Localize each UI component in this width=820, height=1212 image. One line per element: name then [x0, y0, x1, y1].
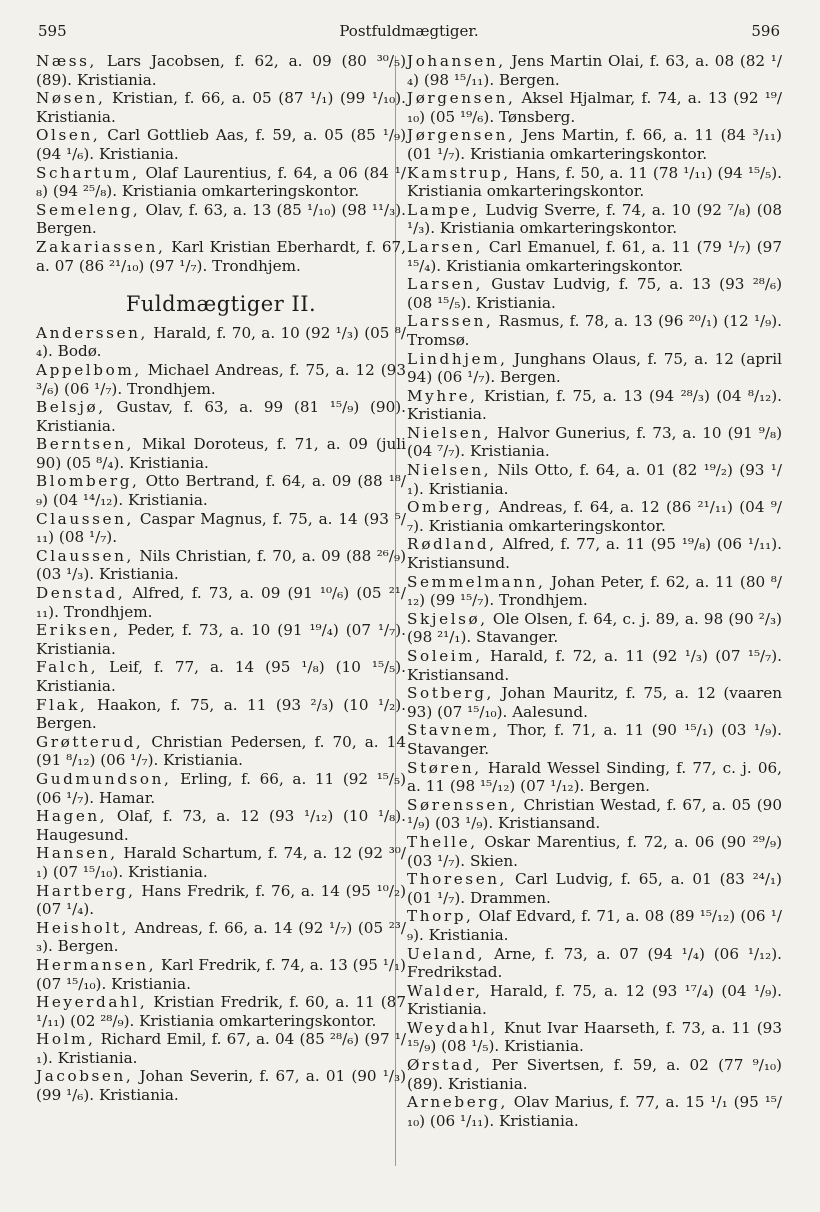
- entry-details: Thor, f. 71, a. 11 (90 ¹⁵/₁) (03 ¹/₉). Stavanger.: [407, 721, 782, 758]
- list-item: [36, 435, 406, 472]
- entry-surname: Ueland,: [407, 944, 486, 963]
- entry-surname: Olsen,: [36, 126, 101, 145]
- list-item: [407, 833, 782, 870]
- list-item: [36, 361, 406, 398]
- list-item: [36, 807, 406, 844]
- entry-details: Andreas, f. 64, a. 12 (86 ²¹/₁₁) (04 ⁹/₇). Kristiania omkarteringskontor.: [407, 498, 782, 535]
- entry-details: Jens Martin Olai, f. 63, a. 08 (82 ¹/₄) (98 ¹⁵/₁₁). Bergen.: [407, 52, 782, 89]
- entry-details: Johan Severin, f. 67, a. 01 (90 ¹/₃) (99 ¹/₆). Kristiania.: [36, 1067, 406, 1105]
- list-item: [36, 510, 406, 547]
- entry-surname: Kamstrup,: [407, 163, 511, 182]
- entry-surname: Zakariassen,: [36, 237, 166, 256]
- entry-surname: Larssen,: [407, 312, 494, 331]
- entry-details: Carl Emanuel, f. 61, a. 11 (79 ¹/₇) (97 ¹⁵/₄). Kristiania omkarteringskontor.: [407, 237, 782, 275]
- list-item: [36, 1067, 406, 1104]
- entry-details: Olav, f. 63, a. 13 (85 ¹/₁₀) (98 ¹¹/₃). Bergen.: [36, 200, 406, 238]
- entry-surname: Sørenssen,: [407, 795, 518, 814]
- entry-details: Carl Ludvig, f. 65, a. 01 (83 ²⁴/₁) (01 ¹/₇). Drammen.: [407, 870, 782, 907]
- entry-surname: Flak,: [36, 695, 88, 714]
- left-entries-top: [36, 52, 406, 275]
- list-item: [407, 350, 782, 387]
- list-item: [407, 201, 782, 238]
- list-item: [407, 1056, 782, 1093]
- page-header: [38, 22, 780, 46]
- entry-details: Lars Jacobsen, f. 62, a. 09 (80 ³⁰/₅) (89). Kristiania.: [36, 52, 406, 89]
- entry-surname: Claussen,: [36, 546, 134, 565]
- entry-surname: Rødland,: [407, 535, 497, 554]
- list-item: [407, 238, 782, 275]
- page-title: Postfuldmægtiger.: [339, 22, 479, 40]
- right-column: [407, 52, 782, 1130]
- entry-surname: Nielsen,: [407, 423, 492, 442]
- right-entries: [407, 52, 782, 1130]
- list-item: [407, 424, 782, 461]
- entry-details: Andreas, f. 66, a. 14 (92 ¹/₇) (05 ²³/₃). Bergen.: [36, 918, 406, 956]
- list-item: [407, 870, 782, 907]
- entry-surname: Hagen,: [36, 807, 108, 826]
- entry-surname: Hermansen,: [36, 955, 157, 974]
- entry-surname: Semmelmann,: [407, 572, 546, 591]
- entry-details: Rasmus, f. 78, a. 13 (96 ²⁰/₁) (12 ¹/₉). Tromsø.: [407, 312, 782, 349]
- entry-details: Halvor Gunerius, f. 73, a. 10 (91 ⁹/₈) (04 ⁷/₇). Kristiania.: [407, 423, 782, 461]
- list-item: [36, 882, 406, 919]
- list-item: [36, 770, 406, 807]
- list-item: [407, 982, 782, 1019]
- entry-details: Harald Schartum, f. 74, a. 12 (92 ³⁰/₁) (07 ¹⁵/₁₀). Kristiania.: [36, 844, 406, 881]
- list-item: [36, 696, 406, 733]
- list-item: [407, 796, 782, 833]
- entry-details: Alfred, f. 77, a. 11 (95 ¹⁹/₈) (06 ¹/₁₁). Kristiansund.: [407, 535, 782, 573]
- entry-details: Harald, f. 70, a. 10 (92 ¹/₃) (05 ⁸/₄). Bodø.: [36, 323, 406, 361]
- list-item: [407, 312, 782, 349]
- list-item: [36, 621, 406, 658]
- list-item: [36, 547, 406, 584]
- entry-details: Knut Ivar Haarseth, f. 73, a. 11 (93 ¹⁵/₉) (08 ¹/₅). Kristiania.: [407, 1018, 782, 1056]
- list-item: [36, 733, 406, 770]
- entry-details: Karl Fredrik, f. 74, a. 13 (95 ¹/₁) (07 ¹⁵/₁₀). Kristiania.: [36, 955, 406, 993]
- list-item: [407, 573, 782, 610]
- entry-surname: Myhre,: [407, 386, 478, 405]
- entry-details: Haakon, f. 75, a. 11 (93 ²/₃) (10 ¹/₂). Bergen.: [36, 695, 406, 733]
- entry-details: Otto Bertrand, f. 64, a. 09 (88 ¹⁸/₉) (04 ¹⁴/₁₂). Kristiania.: [36, 472, 406, 510]
- entry-details: Carl Gottlieb Aas, f. 59, a. 05 (85 ¹/₉) (94 ¹/₆). Kristiania.: [36, 126, 406, 163]
- entry-surname: Thoresen,: [407, 870, 508, 889]
- entry-details: Aksel Hjalmar, f. 74, a. 13 (92 ¹⁹/₁₀) (05 ¹⁹/₆). Tønsberg.: [407, 89, 782, 126]
- entry-surname: Sotberg,: [407, 684, 494, 703]
- entry-details: Johan Peter, f. 62, a. 11 (80 ⁸/₁₂) (99 ¹⁵/₇). Trondhjem.: [407, 572, 782, 610]
- entry-surname: Larsen,: [407, 275, 483, 294]
- list-item: [407, 684, 782, 721]
- list-item: [36, 324, 406, 361]
- list-item: [407, 907, 782, 944]
- entry-surname: Stavnem,: [407, 721, 500, 740]
- entry-surname: Appelbom,: [36, 360, 142, 379]
- entry-surname: Anderssen,: [36, 323, 148, 342]
- entry-surname: Denstad,: [36, 584, 126, 603]
- list-item: [407, 52, 782, 89]
- entry-surname: Jacobsen,: [36, 1067, 134, 1086]
- page-number-left: 595: [38, 22, 67, 40]
- entry-details: Olaf Edvard, f. 71, a. 08 (89 ¹⁵/₁₂) (06 ¹/₉). Kristiania.: [407, 907, 782, 944]
- entry-details: Hans, f. 50, a. 11 (78 ¹/₁₁) (94 ¹⁵/₅). Kristiania omkarteringskontor.: [407, 163, 782, 201]
- entry-surname: Thelle,: [407, 832, 478, 851]
- entry-surname: Claussen,: [36, 509, 134, 528]
- left-column: [36, 52, 406, 1105]
- entry-details: Junghans Olaus, f. 75, a. 12 (april 94) (06 ¹/₇). Bergen.: [407, 349, 782, 387]
- entry-surname: Jørgensen,: [407, 89, 516, 108]
- entry-details: Olaf, f. 73, a. 12 (93 ¹/₁₂) (10 ¹/₈). Haugesund.: [36, 807, 406, 844]
- entry-details: Michael Andreas, f. 75, a. 12 (93 ³/₆) (06 ¹/₇). Trondhjem.: [36, 360, 406, 398]
- entry-surname: Soleim,: [407, 647, 483, 665]
- entry-surname: Falch,: [36, 658, 99, 677]
- list-item: [407, 164, 782, 201]
- list-item: [407, 89, 782, 126]
- list-item: [407, 647, 782, 684]
- entry-surname: Walder,: [407, 981, 483, 1000]
- list-item: [407, 387, 782, 424]
- left-entries-bottom: [36, 324, 406, 1105]
- entry-details: Erling, f. 66, a. 11 (92 ¹⁵/₅) (06 ¹/₇). Hamar.: [36, 769, 406, 807]
- entry-surname: Eriksen,: [36, 621, 121, 640]
- entry-details: Kristian, f. 66, a. 05 (87 ¹/₁) (99 ¹/₁₀). Kristiania.: [36, 89, 406, 126]
- list-item: [36, 919, 406, 956]
- entry-details: Peder, f. 73, a. 10 (91 ¹⁹/₄) (07 ¹/₇). Kristiania.: [36, 621, 406, 658]
- entry-details: Per Sivertsen, f. 59, a. 02 (77 ⁹/₁₀) (89). Kristiania.: [407, 1056, 782, 1093]
- entry-surname: Semeleng,: [36, 200, 141, 219]
- entry-surname: Schartum,: [36, 163, 140, 182]
- list-item: [36, 126, 406, 163]
- list-item: [407, 1093, 782, 1130]
- entry-details: Harald, f. 75, a. 12 (93 ¹⁷/₄) (04 ¹/₉). Kristiania.: [407, 981, 782, 1019]
- entry-details: Johan Mauritz, f. 75, a. 12 (vaaren 93) (07 ¹⁵/₁₀). Aalesund.: [407, 684, 782, 721]
- entry-details: Alfred, f. 73, a. 09 (91 ¹⁰/₆) (05 ²¹/₁₁). Trondhjem.: [36, 584, 406, 621]
- entry-details: Olaf Laurentius, f. 64, a 06 (84 ¹/₈) (94 ²⁵/₈). Kristiania omkarteringskontor.: [36, 163, 406, 201]
- entry-surname: Omberg,: [407, 498, 493, 517]
- entry-surname: Holm,: [36, 1030, 96, 1049]
- section-title: Fuldmægtiger II.: [125, 292, 317, 317]
- list-item: [36, 398, 406, 435]
- list-item: [36, 658, 406, 695]
- entry-details: Ole Olsen, f. 64, c. j. 89, a. 98 (90 ²/₃) (98 ²¹/₁). Stavanger.: [407, 609, 782, 647]
- list-item: [36, 584, 406, 621]
- entry-surname: Weydahl,: [407, 1018, 498, 1037]
- list-item: [407, 498, 782, 535]
- entry-details: Mikal Doroteus, f. 71, a. 09 (juli 90) (05 ⁸/₄). Kristiania.: [36, 435, 406, 472]
- page-number-right: 596: [751, 22, 780, 40]
- list-item: [36, 844, 406, 881]
- entry-surname: Berntsen,: [36, 435, 135, 454]
- list-item: [36, 956, 406, 993]
- list-item: [407, 1019, 782, 1056]
- entry-surname: Jørgensen,: [407, 126, 516, 145]
- entry-surname: Heisholt,: [36, 918, 129, 937]
- entry-details: Nils Christian, f. 70, a. 09 (88 ²⁶/₉) (03 ¹/₃). Kristiania.: [36, 546, 406, 584]
- entry-surname: Lindhjem,: [407, 349, 508, 368]
- entry-surname: Hartberg,: [36, 881, 136, 900]
- entry-surname: Lampe,: [407, 200, 480, 219]
- list-item: [36, 89, 406, 126]
- list-item: [36, 201, 406, 238]
- entry-surname: Nøsen,: [36, 89, 106, 108]
- list-item: [407, 126, 782, 163]
- entry-details: Oskar Marentius, f. 72, a. 06 (90 ²⁹/₉) (03 ¹/₇). Skien.: [407, 832, 782, 870]
- entry-details: Christian Pedersen, f. 70, a. 14 (91 ⁸/₁₂) (06 ¹/₇). Kristiania.: [36, 732, 406, 770]
- entry-details: Gustav, f. 63, a. 99 (81 ¹⁵/₉) (90). Kristiania.: [36, 398, 406, 435]
- entry-surname: Larsen,: [407, 237, 483, 256]
- entry-details: Gustav Ludvig, f. 75, a. 13 (93 ²⁸/₆) (08 ¹⁵/₅). Kristiania.: [407, 275, 782, 312]
- list-item: [407, 461, 782, 498]
- entry-surname: Skjelsø,: [407, 609, 488, 628]
- list-item: [407, 945, 782, 982]
- entry-details: Christian Westad, f. 67, a. 05 (90 ¹/₉) (03 ¹/₉). Kristiansand.: [407, 795, 782, 833]
- entry-details: Harald, f. 72, a. 11 (92 ¹/₃) (07 ¹⁵/₇). Kristiansand.: [407, 647, 782, 684]
- entry-details: Kristian Fredrik, f. 60, a. 11 (87 ¹/₁₁) (02 ²⁸/₉). Kristiania omkarteringskontor.: [36, 993, 406, 1030]
- entry-details: Jens Martin, f. 66, a. 11 (84 ³/₁₁) (01 ¹/₇). Kristiania omkarteringskontor.: [407, 126, 782, 163]
- entry-surname: Thorp,: [407, 907, 474, 926]
- entry-surname: Blomberg,: [36, 472, 140, 491]
- entry-surname: Heyerdahl,: [36, 993, 148, 1012]
- entry-surname: Støren,: [407, 758, 482, 777]
- entry-details: Ludvig Sverre, f. 74, a. 10 (92 ⁷/₈) (08 ¹/₃). Kristiania omkarteringskontor.: [407, 200, 782, 238]
- list-item: [407, 275, 782, 312]
- list-item: [36, 472, 406, 509]
- list-item: [407, 721, 782, 758]
- entry-surname: Grøtterud,: [36, 732, 144, 751]
- entry-details: Karl Kristian Eberhardt, f. 67, a. 07 (86 ²¹/₁₀) (97 ¹/₇). Trondhjem.: [36, 237, 406, 275]
- entry-surname: Nielsen,: [407, 461, 492, 480]
- entry-details: Leif, f. 77, a. 14 (95 ¹/₈) (10 ¹⁵/₅). Kristiania.: [36, 658, 406, 695]
- entry-details: Caspar Magnus, f. 75, a. 14 (93 ⁵/₁₁) (08 ¹/₇).: [36, 509, 406, 547]
- entry-details: Kristian, f. 75, a. 13 (94 ²⁸/₃) (04 ⁸/₁₂). Kristiania.: [407, 386, 782, 424]
- entry-surname: Arneberg,: [407, 1093, 508, 1112]
- list-item: [407, 610, 782, 647]
- list-item: [36, 1030, 406, 1067]
- entry-surname: Belsjø,: [36, 398, 106, 417]
- list-item: [407, 759, 782, 796]
- entry-surname: Johansen,: [407, 52, 506, 70]
- entry-details: Hans Fredrik, f. 76, a. 14 (95 ¹⁰/₂) (07 ¹/₄).: [36, 881, 406, 919]
- entry-details: Arne, f. 73, a. 07 (94 ¹/₄) (06 ¹/₁₂). Fredrikstad.: [407, 944, 782, 982]
- entry-details: Olav Marius, f. 77, a. 15 ¹/₁ (95 ¹⁵/₁₀) (06 ¹/₁₁). Kristiania.: [407, 1093, 782, 1130]
- entry-details: Harald Wessel Sinding, f. 77, c. j. 06, a. 11 (98 ¹⁵/₁₂) (07 ¹/₁₂). Bergen.: [407, 758, 782, 796]
- entry-surname: Næss,: [36, 52, 97, 70]
- entry-surname: Ørstad,: [407, 1056, 483, 1075]
- entry-details: Richard Emil, f. 67, a. 04 (85 ²⁸/₆) (97 ¹/₁). Kristiania.: [36, 1030, 406, 1067]
- list-item: [407, 535, 782, 572]
- list-item: [36, 52, 406, 89]
- list-item: [36, 238, 406, 275]
- list-item: [36, 164, 406, 201]
- entry-details: Nils Otto, f. 64, a. 01 (82 ¹⁹/₂) (93 ¹/₁). Kristiania.: [407, 461, 782, 498]
- entry-surname: Hansen,: [36, 844, 118, 863]
- list-item: [36, 993, 406, 1030]
- entry-surname: Gudmundson,: [36, 769, 172, 788]
